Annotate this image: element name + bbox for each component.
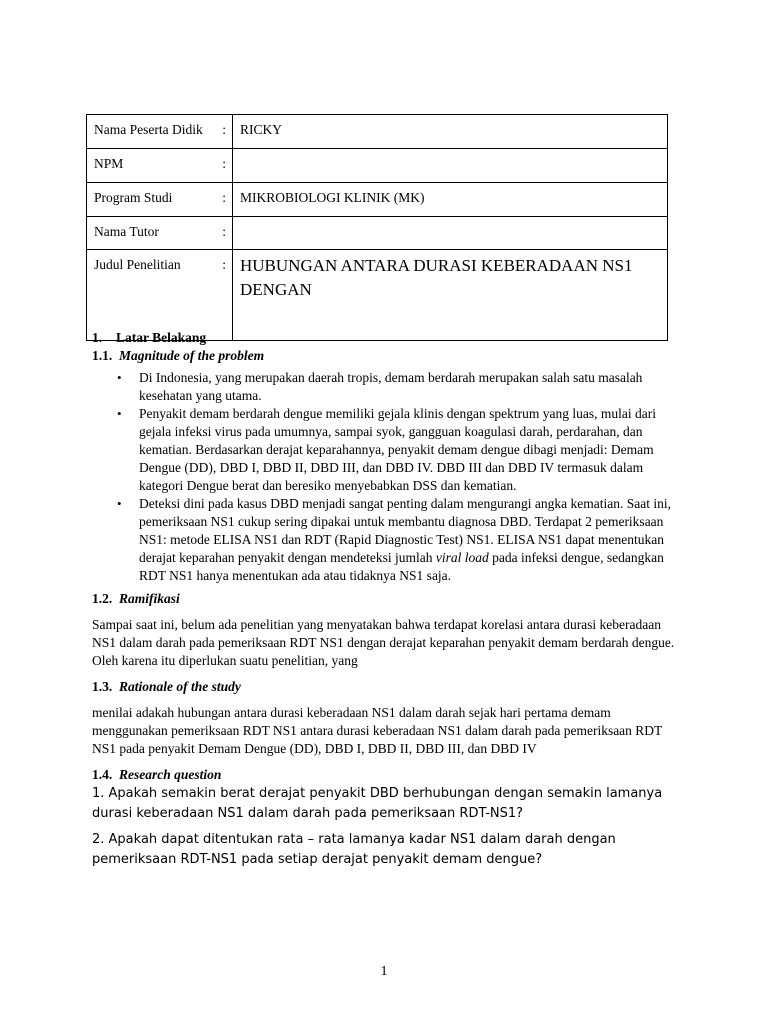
research-question: 1. Apakah semakin berat derajat penyakit DBD berhubungan dengan semakin lamanya durasi keberadaan NS1 dalam darah pada pemeriksaan RDT-NS1? bbox=[92, 786, 663, 821]
value-nama-tutor bbox=[233, 217, 668, 250]
bullet-item: • Penyakit demam berdarah dengue memiliki gejala klinis dengan spektrum yang luas, mulai dari gejala infeksi virus pada umumnya, sampai syok, gangguan koagulasi darah, perdarahan, dan kematian. Berdasarkan derajat keparahannya, penyakit demam dengue dibagi menjadi: Demam Dengue (DD), DBD I, DBD II, DBD III, dan DBD IV. DBD III dan DBD IV termasuk dalam kategori Dengue berat dan beresiko menyebabkan DSS dan kematian. bbox=[92, 405, 676, 495]
row-label: Nama Tutor bbox=[94, 224, 159, 239]
section-heading bbox=[92, 329, 676, 347]
row-label: Nama Peserta Didik bbox=[94, 122, 203, 137]
label-npm bbox=[87, 149, 233, 183]
subsection-title: Research question bbox=[119, 767, 222, 782]
bullet-list bbox=[92, 369, 676, 585]
label-program-studi bbox=[87, 183, 233, 217]
subsection-title: Rationale of the study bbox=[119, 679, 241, 694]
value-npm bbox=[233, 149, 668, 183]
bullet-text: pada infeksi dengue, sedangkan RDT NS1 hanya menentukan ada atau tidaknya NS1 saja. bbox=[139, 550, 664, 583]
subsection-heading bbox=[92, 766, 676, 784]
table-row bbox=[87, 115, 668, 149]
document-body bbox=[92, 329, 676, 870]
label-nama-peserta bbox=[87, 115, 233, 149]
research-question: 2. Apakah dapat ditentukan rata – rata lamanya kadar NS1 dalam darah dengan pemeriksaan RDT-NS1 pada setiap derajat penyakit demam dengue? bbox=[92, 832, 616, 867]
label-judul-penelitian bbox=[87, 250, 233, 341]
bullet-item: • Di Indonesia, yang merupakan daerah tropis, demam berdarah merupakan salah satu masalah kesehatan yang utama. bbox=[92, 369, 676, 405]
subsection-heading bbox=[92, 347, 676, 365]
italic-term: viral load bbox=[435, 550, 489, 565]
colon: : bbox=[222, 224, 226, 239]
student-info-table bbox=[86, 114, 668, 341]
table-row bbox=[87, 250, 668, 341]
colon: : bbox=[222, 257, 226, 272]
value-judul-penelitian: HUBUNGAN ANTARA DURASI KEBERADAAN NS1 DENGAN bbox=[233, 250, 668, 341]
section-number: 1. bbox=[92, 330, 103, 345]
bullet-text: Deteksi dini pada kasus DBD menjadi sangat penting dalam mengurangi angka kematian. Saat ini, pemeriksaan NS1 cukup sering dipakai untuk membantu diagnosa DBD. Terdapat 2 pemeriksaan NS1: metode ELISA NS1 dan RDT (Rapid Diagnostic Test) NS1. ELISA NS1 dapat menentukan derajat keparahan penyakit dengan mendeteksi jumlah bbox=[139, 496, 671, 565]
subsection-number: 1.2. bbox=[92, 591, 113, 606]
table-row bbox=[87, 217, 668, 250]
subsection-number: 1.1. bbox=[92, 348, 113, 363]
colon: : bbox=[222, 122, 226, 137]
table-row bbox=[87, 183, 668, 217]
page-number: 1 bbox=[380, 964, 388, 979]
value-program-studi: MIKROBIOLOGI KLINIK (MK) bbox=[233, 183, 668, 217]
row-label: Judul Penelitian bbox=[94, 257, 181, 272]
value-nama-peserta: RICKY bbox=[233, 115, 668, 149]
row-label: NPM bbox=[94, 156, 124, 171]
paragraph: menilai adakah hubungan antara durasi keberadaan NS1 dalam darah sejak hari pertama demam menggunakan pemeriksaan RDT NS1 antara durasi keberadaan NS1 dalam darah pada pemeriksaan RDT NS1 pada penyakit Demam Dengue (DD), DBD I, DBD II, DBD III, dan DBD IV bbox=[92, 705, 663, 756]
subsection-number: 1.3. bbox=[92, 679, 113, 694]
paragraph: Sampai saat ini, belum ada penelitian yang menyatakan bahwa terdapat korelasi antara durasi keberadaan NS1 dalam darah pada pemeriksaan RDT NS1 dengan derajat keparahan penyakit demam berdarah dengue. Oleh karena itu diperlukan suatu penelitian, yang bbox=[92, 617, 675, 668]
row-label: Program Studi bbox=[94, 190, 173, 205]
colon: : bbox=[222, 156, 226, 171]
subsection-title: Magnitude of the problem bbox=[119, 348, 265, 363]
subsection-heading bbox=[92, 590, 676, 608]
colon: : bbox=[222, 190, 226, 205]
section-title: Latar Belakang bbox=[116, 330, 207, 345]
subsection-number: 1.4. bbox=[92, 767, 113, 782]
label-nama-tutor bbox=[87, 217, 233, 250]
table-row bbox=[87, 149, 668, 183]
bullet-item bbox=[92, 495, 676, 585]
subsection-title: Ramifikasi bbox=[119, 591, 180, 606]
subsection-heading bbox=[92, 678, 676, 696]
